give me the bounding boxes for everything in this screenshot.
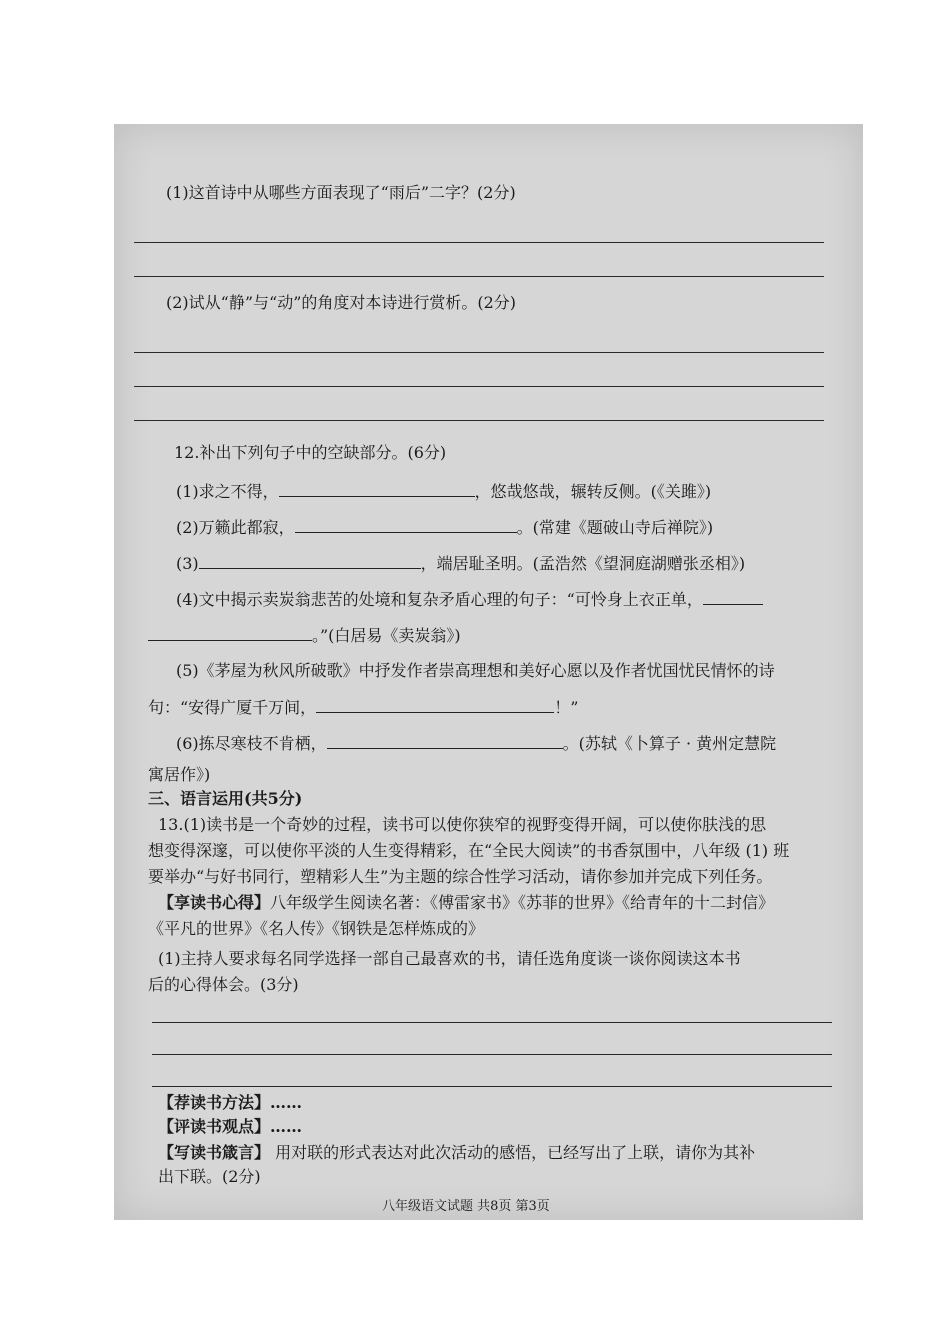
q12-item-1-post: ，悠哉悠哉，辗转反侧。(《关雎》) bbox=[474, 482, 712, 501]
q13-intro-1: 13.(1)读书是一个奇妙的过程，读书可以使你狭窄的视野变得开阔，可以使你肤浅的思 bbox=[158, 815, 767, 834]
q12-item-5-line1: (5)《茅屋为秋风所破歌》中抒发作者崇高理想和美好心愿以及作者忧国忧民情怀的诗 bbox=[176, 661, 775, 680]
q12-item-3-pre: (3) bbox=[176, 554, 199, 573]
q12-item-1 bbox=[176, 480, 711, 503]
q12-item-3 bbox=[176, 552, 745, 575]
q12-item-5-post: ！” bbox=[554, 698, 579, 717]
q12-item-4-pre: (4)文中揭示卖炭翁悲苦的处境和复杂矛盾心理的句子：“可怜身上衣正单， bbox=[176, 590, 703, 609]
fill-blank[interactable] bbox=[703, 588, 763, 605]
answer-line bbox=[134, 420, 824, 421]
recommend-method: 【荐读书方法】…… bbox=[158, 1093, 303, 1112]
answer-line bbox=[134, 242, 824, 243]
fill-blank[interactable] bbox=[148, 624, 312, 641]
fill-blank[interactable] bbox=[279, 480, 475, 497]
q12-title: 12.补出下列句子中的空缺部分。(6分) bbox=[174, 443, 447, 462]
q12-item-6-post: 。(苏轼《卜算子 · 黄州定慧院 bbox=[562, 734, 777, 753]
q12-item-2-post: 。(常建《题破山寺后禅院》) bbox=[516, 518, 714, 537]
task-1-cont: 后的心得体会。(3分) bbox=[148, 975, 299, 994]
answer-line bbox=[152, 1054, 832, 1055]
q12-item-2-pre: (2)万籁此都寂， bbox=[176, 518, 295, 537]
q11-sub1: (1)这首诗中从哪些方面表现了“雨后”二字？(2分) bbox=[166, 183, 516, 202]
answer-line bbox=[134, 276, 824, 277]
q12-item-4 bbox=[176, 588, 763, 611]
answer-line bbox=[152, 1086, 832, 1087]
q12-item-6-pre: (6)拣尽寒枝不肯栖， bbox=[176, 734, 327, 753]
fill-blank[interactable] bbox=[327, 732, 563, 749]
exam-page bbox=[114, 124, 863, 1220]
q13-intro-3: 要举办“与好书同行，塑精彩人生”为主题的综合性学习活动，请你参加并完成下列任务。 bbox=[148, 867, 773, 886]
motto-line bbox=[158, 1142, 755, 1164]
fill-blank[interactable] bbox=[199, 552, 421, 569]
q12-item-3-post: ，端居耻圣明。(孟浩然《望洞庭湖赠张丞相》) bbox=[420, 554, 746, 573]
page-footer: 八年级语文试题 共8页 第3页 bbox=[382, 1199, 550, 1214]
share-reading-text: 八年级学生阅读名著：《傅雷家书》《苏菲的世界》《给青年的十二封信》 bbox=[270, 893, 775, 912]
answer-line bbox=[134, 386, 824, 387]
q12-item-4-post: 。”(白居易《卖炭翁》) bbox=[312, 626, 461, 645]
q12-item-2 bbox=[176, 516, 713, 539]
q13-intro-2: 想变得深邃，可以使你平淡的人生变得精彩，在“全民大阅读”的书香氛围中，八年级 (1) 班 bbox=[148, 841, 790, 860]
review-viewpoint: 【评读书观点】…… bbox=[158, 1117, 303, 1136]
motto-text: 用对联的形式表达对此次活动的感悟，已经写出了上联，请你为其补 bbox=[270, 1143, 756, 1162]
fill-blank[interactable] bbox=[316, 696, 554, 713]
motto-cont: 出下联。(2分) bbox=[158, 1167, 261, 1186]
section-3-title: 三、语言运用(共5分) bbox=[148, 789, 303, 808]
fill-blank[interactable] bbox=[295, 516, 517, 533]
q12-item-1-pre: (1)求之不得， bbox=[176, 482, 279, 501]
q12-item-6 bbox=[176, 732, 776, 755]
task-1: (1)主持人要求每名同学选择一部自己最喜欢的书，请任选角度谈一谈你阅读这本书 bbox=[158, 949, 741, 968]
motto-label: 【写读书箴言】 bbox=[158, 1143, 271, 1162]
answer-line bbox=[152, 1022, 832, 1023]
share-reading-label: 【享读书心得】 bbox=[158, 893, 271, 912]
q12-item-6-line2: 寓居作》) bbox=[148, 765, 211, 784]
q11-sub2: (2)试从“静”与“动”的角度对本诗进行赏析。(2分) bbox=[166, 293, 517, 312]
q12-item-5-line2 bbox=[148, 696, 578, 719]
q12-item-5-pre: 句：“安得广厦千万间， bbox=[148, 698, 317, 717]
book-list: 《平凡的世界》《名人传》《钢铁是怎样炼成的》 bbox=[148, 919, 485, 938]
share-reading-line bbox=[158, 892, 774, 914]
q12-item-4-cont bbox=[148, 624, 461, 647]
answer-line bbox=[134, 352, 824, 353]
